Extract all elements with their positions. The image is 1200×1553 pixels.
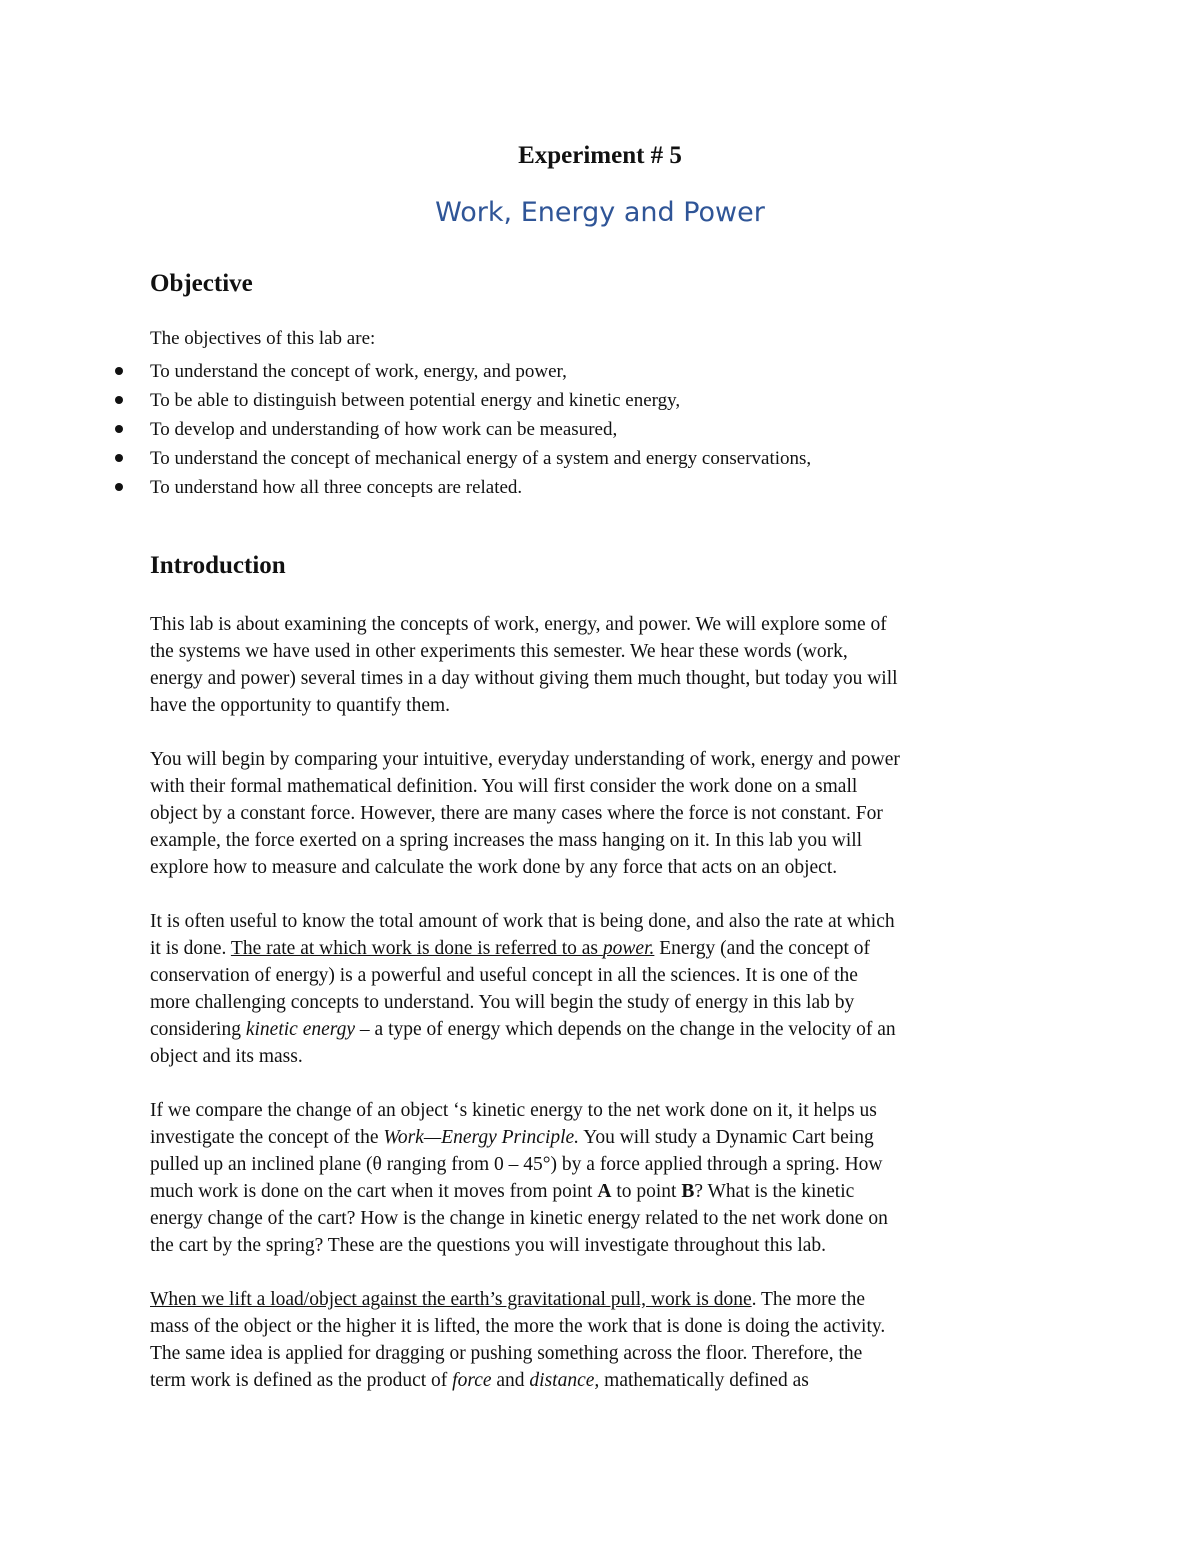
italic-term: distance, [529, 1370, 600, 1391]
italic-term: kinetic energy [245, 1019, 356, 1040]
text-line: energy and power) several times in a day without giving them much thought, but today you will [150, 668, 898, 689]
list-item [0, 357, 811, 386]
italic-term: Work—Energy Principle. [383, 1127, 580, 1148]
bullet-icon [115, 483, 123, 491]
intro-paragraph-2 [150, 746, 1070, 881]
intro-paragraph-4 [150, 1097, 1070, 1259]
text-line: have the opportunity to quantify them. [150, 695, 451, 716]
text-line: the systems we have used in other experiments this semester. We hear these words (work, [150, 641, 848, 662]
text-run: – a type of energy which depends on the change in the velocity of an [355, 1019, 896, 1040]
bullet-icon [115, 425, 123, 433]
bold-point-label: A [597, 1181, 612, 1202]
intro-paragraph-5 [150, 1286, 1070, 1394]
list-item [0, 386, 811, 415]
text-run: ? What is the kinetic [694, 1181, 855, 1202]
text-run: and [491, 1370, 530, 1391]
text-run: term work is defined as the product of [150, 1370, 453, 1391]
intro-paragraph-1 [150, 611, 1070, 719]
text-line: If we compare the change of an object ‘s kinetic energy to the net work done on it, it helps us [150, 1100, 877, 1121]
italic-term: force [452, 1370, 492, 1391]
page-title: Experiment # 5 [518, 142, 682, 169]
objective-list [0, 357, 811, 502]
underlined-text: When we lift a load/object against the earth’s gravitational pull, work is done [150, 1289, 752, 1310]
text-run: it is done. [150, 938, 231, 959]
bullet-icon [115, 396, 123, 404]
list-item-text: To understand the concept of mechanical energy of a system and energy conservations, [150, 448, 812, 469]
text-run: You will study a Dynamic Cart being [579, 1127, 874, 1148]
list-item-text: To be able to distinguish between potential energy and kinetic energy, [150, 390, 681, 411]
text-line: It is often useful to know the total amount of work that is being done, and also the rate at which [150, 911, 895, 932]
page-subtitle: Work, Energy and Power [435, 197, 765, 228]
bullet-icon [115, 454, 123, 462]
text-line [150, 1178, 1070, 1205]
text-line: energy change of the cart? How is the change in kinetic energy related to the net work done on [150, 1208, 888, 1229]
bold-point-label: B [681, 1181, 695, 1202]
text-line: The same idea is applied for dragging or pushing something across the floor. Therefore, the [150, 1343, 863, 1364]
text-line: You will begin by comparing your intuitive, everyday understanding of work, energy and power [150, 749, 900, 770]
list-item-text: To develop and understanding of how work can be measured, [150, 419, 618, 440]
text-line: the cart by the spring? These are the questions you will investigate throughout this lab. [150, 1235, 827, 1256]
text-line: object and its mass. [150, 1046, 303, 1067]
text-line: explore how to measure and calculate the work done by any force that acts on an object. [150, 857, 838, 878]
underlined-italic-term: power. [602, 938, 655, 959]
list-item [0, 415, 811, 444]
objective-lead: The objectives of this lab are: [150, 328, 376, 349]
introduction-heading: Introduction [150, 552, 286, 579]
text-run: considering [150, 1019, 246, 1040]
text-line [150, 1367, 1070, 1394]
text-run: . The more the [751, 1289, 865, 1310]
text-line: with their formal mathematical definition. You will first consider the work done on a small [150, 776, 858, 797]
text-line: pulled up an inclined plane (θ ranging from 0 – 45°) by a force applied through a spring. How [150, 1154, 883, 1175]
text-line: example, the force exerted on a spring increases the mass hanging on it. In this lab you will [150, 830, 863, 851]
text-line [150, 935, 1070, 962]
text-run: mathematically defined as [599, 1370, 809, 1391]
underlined-text: The rate at which work is done is referred to as [230, 938, 603, 959]
text-line [150, 1286, 1070, 1313]
text-line: more challenging concepts to understand. You will begin the study of energy in this lab by [150, 992, 855, 1013]
text-line: This lab is about examining the concepts of work, energy, and power. We will explore some of [150, 614, 887, 635]
text-run: investigate the concept of the [150, 1127, 384, 1148]
list-item [0, 444, 811, 473]
list-item-text: To understand how all three concepts are related. [150, 477, 523, 498]
text-line: mass of the object or the higher it is lifted, the more the work that is done is doing the activity. [150, 1316, 886, 1337]
text-line [150, 1016, 1070, 1043]
text-run: much work is done on the cart when it moves from point [150, 1181, 598, 1202]
list-item [0, 473, 811, 502]
intro-paragraph-3 [150, 908, 1070, 1070]
text-line: conservation of energy) is a powerful and useful concept in all the sciences. It is one of the [150, 965, 858, 986]
text-line: object by a constant force. However, there are many cases where the force is not constant. For [150, 803, 883, 824]
bullet-icon [115, 367, 123, 375]
objective-heading: Objective [150, 270, 253, 297]
text-line [150, 1124, 1070, 1151]
list-item-text: To understand the concept of work, energy, and power, [150, 361, 567, 382]
text-run: to point [611, 1181, 682, 1202]
text-run: Energy (and the concept of [654, 938, 871, 959]
